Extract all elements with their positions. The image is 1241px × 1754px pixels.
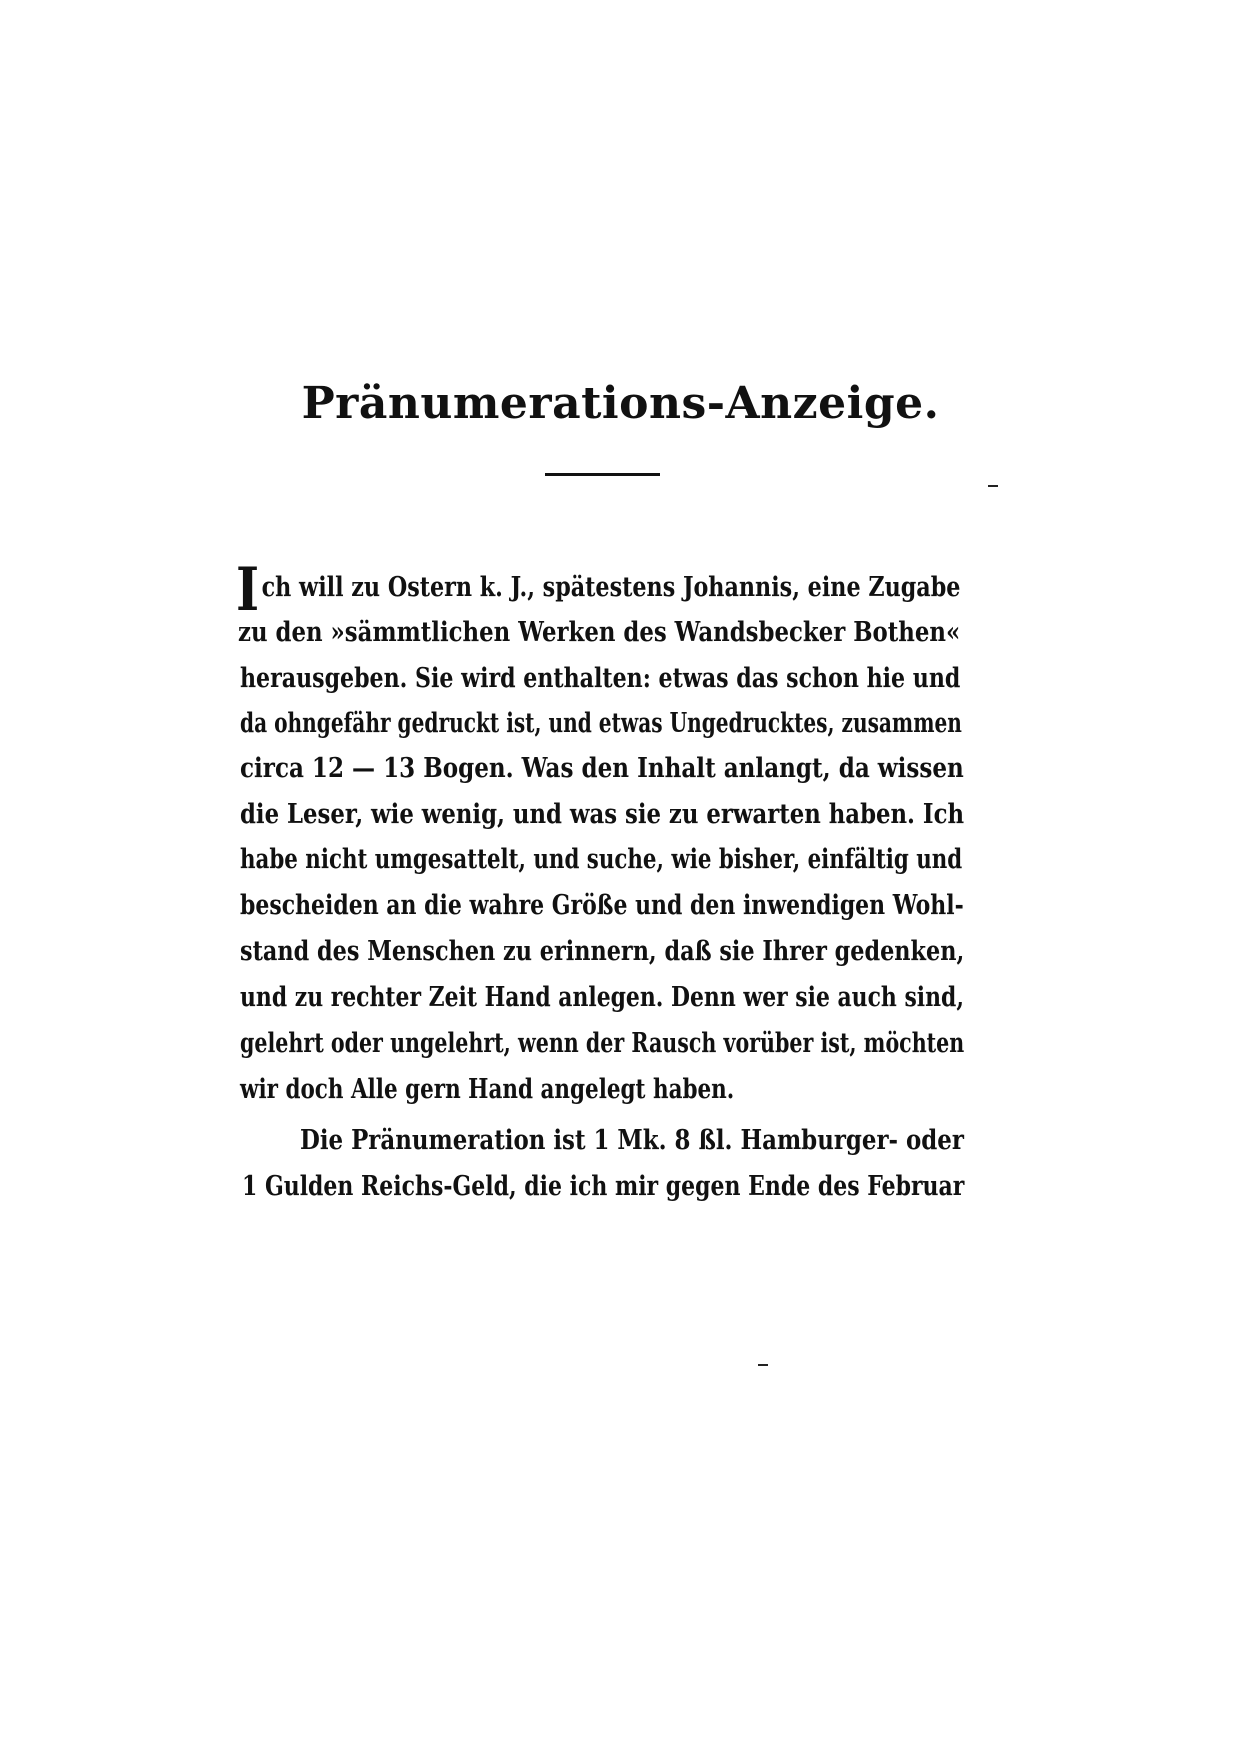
- drop-initial: I: [236, 555, 260, 625]
- paragraph-2-line-2: 1 Gulden Reichs-Geld, die ich mir gegen Ende des Februar: [242, 1171, 965, 1202]
- paragraph-1-line-7: habe nicht umgesattelt, und suche, wie bisher, einfältig und: [240, 844, 963, 875]
- print-speck: [988, 485, 998, 487]
- line-text: ch will zu Ostern k. J., spätestens Johannis, eine Zugabe: [261, 572, 961, 603]
- paragraph-1-line-4: da ohngefähr gedruckt ist, und etwas Ungedrucktes, zusammen: [240, 708, 962, 739]
- paragraph-2-line-1: Die Pränumeration ist 1 Mk. 8 ßl. Hamburger- oder: [300, 1125, 964, 1156]
- title-rule: [545, 473, 660, 476]
- page-title: Pränumerations-Anzeige.: [301, 378, 940, 429]
- paragraph-1-line-2: zu den »sämmtlichen Werken des Wandsbecker Bothen«: [238, 617, 961, 648]
- paragraph-1-line-5: circa 12 — 13 Bogen. Was den Inhalt anlangt, da wissen: [240, 753, 964, 784]
- paragraph-1-line-8: bescheiden an die wahre Größe und den inwendigen Wohl-: [240, 890, 964, 921]
- paragraph-1-line-9: stand des Menschen zu erinnern, daß sie Ihrer gedenken,: [240, 936, 965, 967]
- paragraph-1-line-1: [236, 555, 961, 625]
- paragraph-1-line-11: gelehrt oder ungelehrt, wenn der Rausch vorüber ist, möchten: [240, 1028, 965, 1059]
- print-speck: [758, 1364, 768, 1366]
- paragraph-1-line-12: wir doch Alle gern Hand angelegt haben.: [240, 1074, 735, 1105]
- paragraph-1-line-3: herausgeben. Sie wird enthalten: etwas das schon hie und: [240, 663, 961, 694]
- paragraph-1-line-6: die Leser, wie wenig, und was sie zu erwarten haben. Ich: [240, 799, 965, 830]
- paragraph-1-line-10: und zu rechter Zeit Hand anlegen. Denn wer sie auch sind,: [240, 982, 964, 1013]
